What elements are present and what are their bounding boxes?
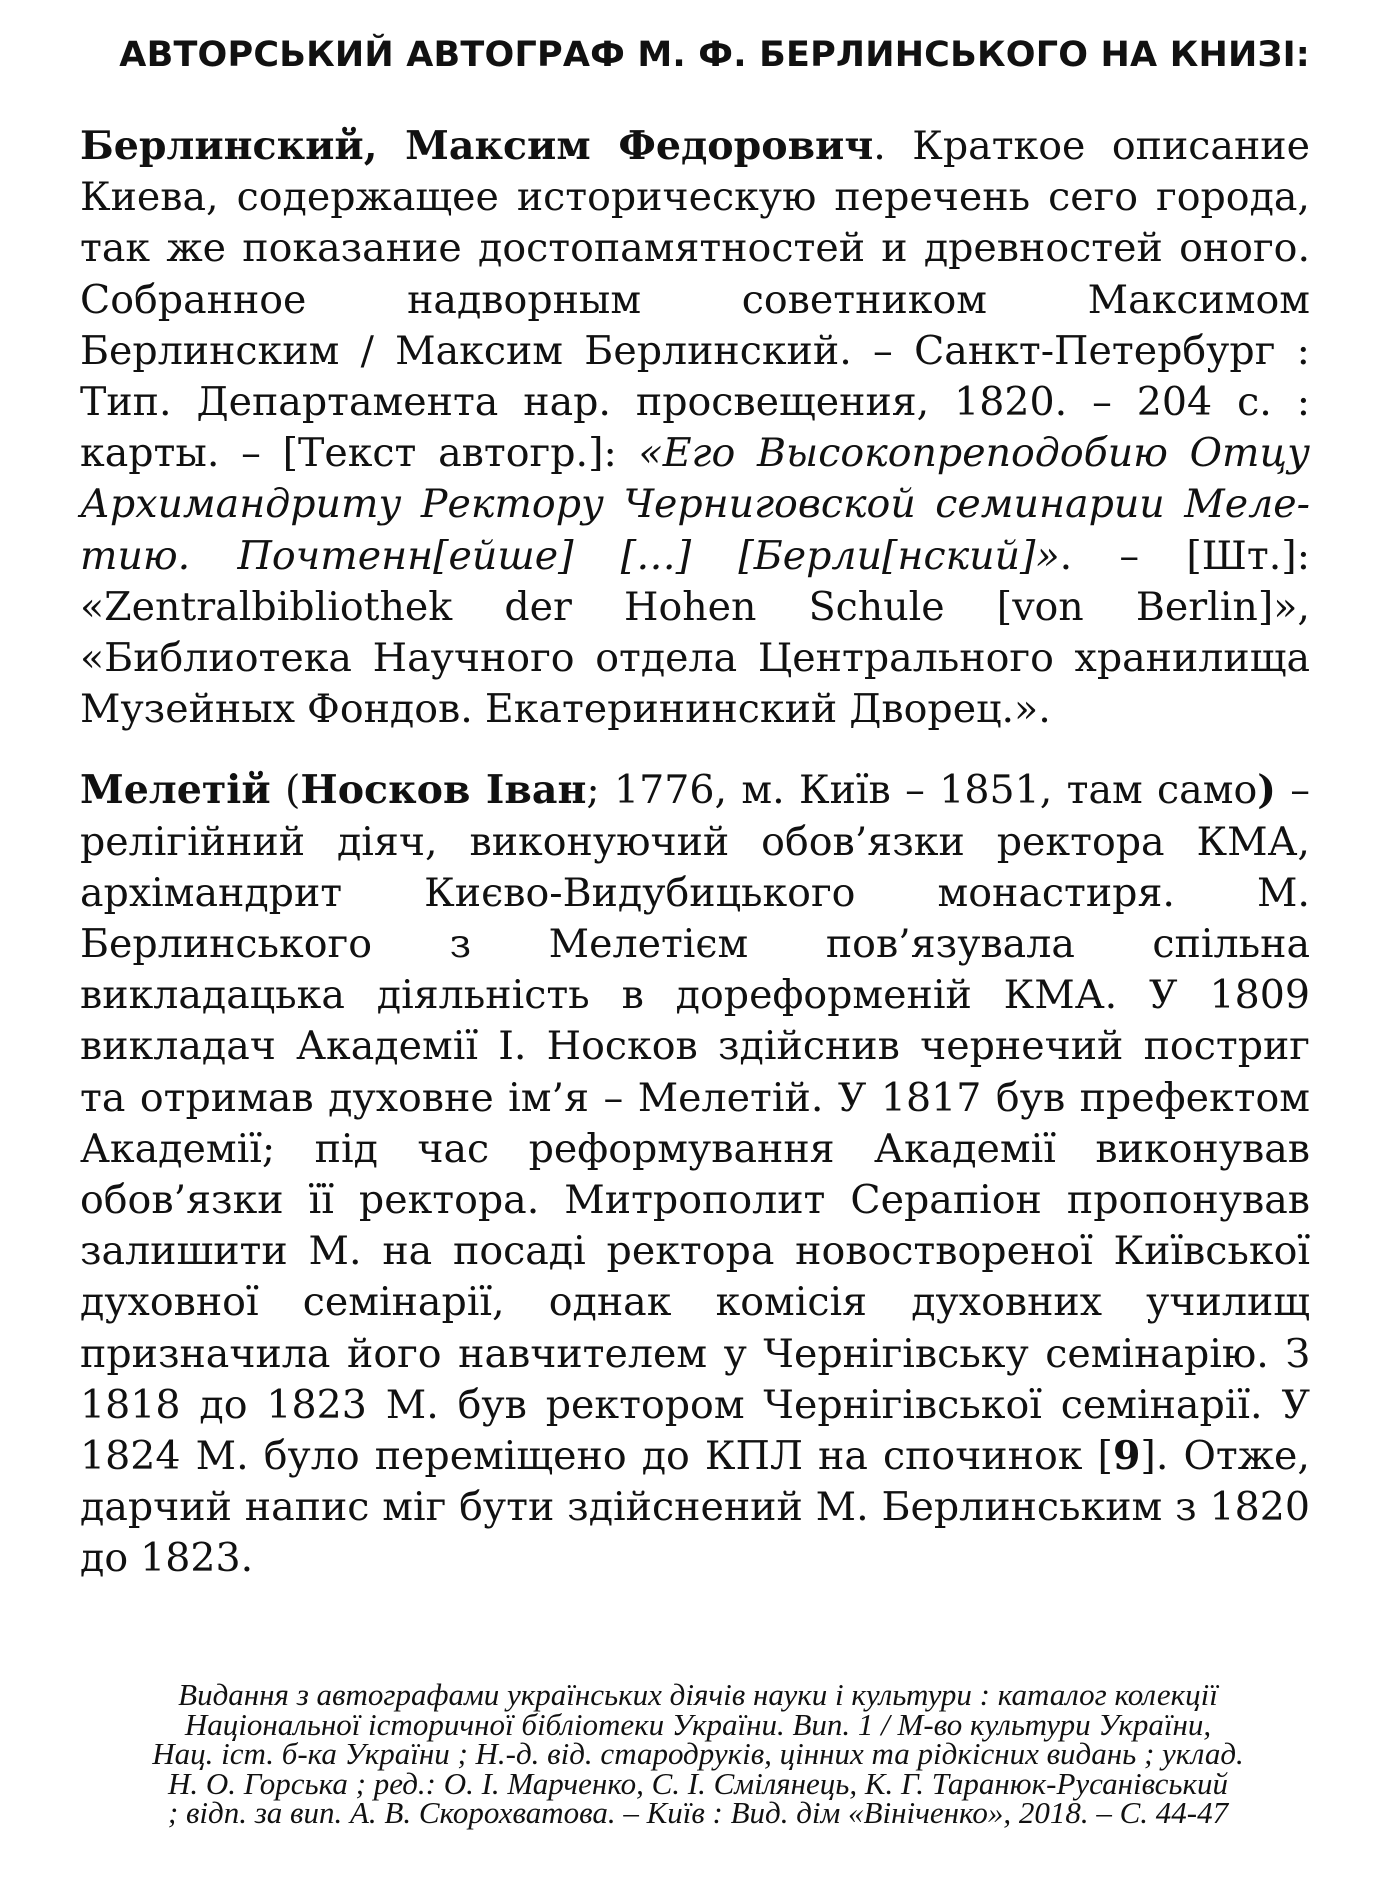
entry-author: Берлинский, Максим Федорович bbox=[80, 123, 874, 169]
bio-text-end: ]. Отже, дарчий напис міг бути здійснений М. Берлинським з 1820 до 1823. bbox=[80, 1433, 1310, 1582]
bio-name: Мелетій bbox=[80, 767, 271, 814]
bio-dates: ; 1776, м. Київ – 1851, там само bbox=[586, 767, 1258, 814]
citation-line: Видання з автографами українських діячів науки і культури : каталог колекції bbox=[178, 1677, 1218, 1712]
page-heading: АВТОРСЬКИЙ АВТОГРАФ М. Ф. БЕРЛИНСЬКОГО НА КНИЗІ: bbox=[119, 35, 1310, 75]
citation-line: Н. О. Горська ; ред.: О. І. Марченко, С. І. Смілянець, К. Г. Таранюк-Русанівський bbox=[167, 1765, 1229, 1801]
bio-close-paren: ) bbox=[1257, 767, 1276, 814]
source-citation bbox=[80, 1677, 1316, 1830]
bio-reference: 9 bbox=[1112, 1433, 1141, 1480]
citation-line: ; відп. за вип. А. В. Скорохватова. – Київ : Вид. дім «Вініченко», 2018. – С. 44-47 bbox=[167, 1795, 1229, 1830]
bio-text: – релігійний діяч, виконуючий обов’язки ректора КМА, архімандрит Києво-Видубицького монастиря. М. Берлинського з Мелетієм пов’язувала спільна викладацька діяльність в дореформеній КМА. У 1809 викладач Академії І. Носков здійснив чернечий постриг та отримав духовне ім’я – Мелетій. У 1817 був префектом Академії; під час реформування Академії виконував обов’язки її ректора. Митрополит Серапіон пропонував залишити М. на посаді ректора новоствореної Київської духовної семінарії, однак комісія духовних училищ призначила його навчителем у Чернігівську семінарію. З 1818 до 1823 М. був ректором Чернігівської семінарії. У 1824 М. було переміщено до КПЛ на спочинок [ bbox=[80, 767, 1311, 1480]
citation-line: Національної історичної бібліотеки України. Вип. 1 / М-во культури України, bbox=[184, 1706, 1212, 1742]
entry-stamps: . – [Шт.]: «Zentralbibliothek der Hohen Schule [von Berlin]», «Библиотека Научного отдела Центрального хранилища Музейных Фондов. Екатерининский Дворец.». bbox=[80, 532, 1310, 733]
bio-secular-name: Носков Іван bbox=[300, 767, 587, 814]
citation-line: Нац. іст. б-ка України ; Н.-д. від. стародруків, цінних та рідкісних видань ; уклад. bbox=[152, 1736, 1244, 1771]
biography-paragraph bbox=[80, 765, 1310, 1584]
entry-description: . Краткое описание Киева, содержащее историческую перечень сего города, так же показание достопамятностей и древностей оного. Собранное надворным советником Максимом Берлинским / Максим Берлинский. – Санкт-Петербург : Тип. Департамента нар. просвещения, 1820. – 204 с. : карты. – [Текст автогр.]: bbox=[80, 123, 1311, 477]
entry-inscription: «Его Высокопреподобию Отцу Архимандриту Ректору Черниговской семинарии Мелетию. Почтенн[ейше] […] [Берли[нский]» bbox=[80, 430, 1310, 579]
bibliographic-entry bbox=[80, 121, 1310, 735]
bio-open-paren: ( bbox=[270, 767, 301, 814]
